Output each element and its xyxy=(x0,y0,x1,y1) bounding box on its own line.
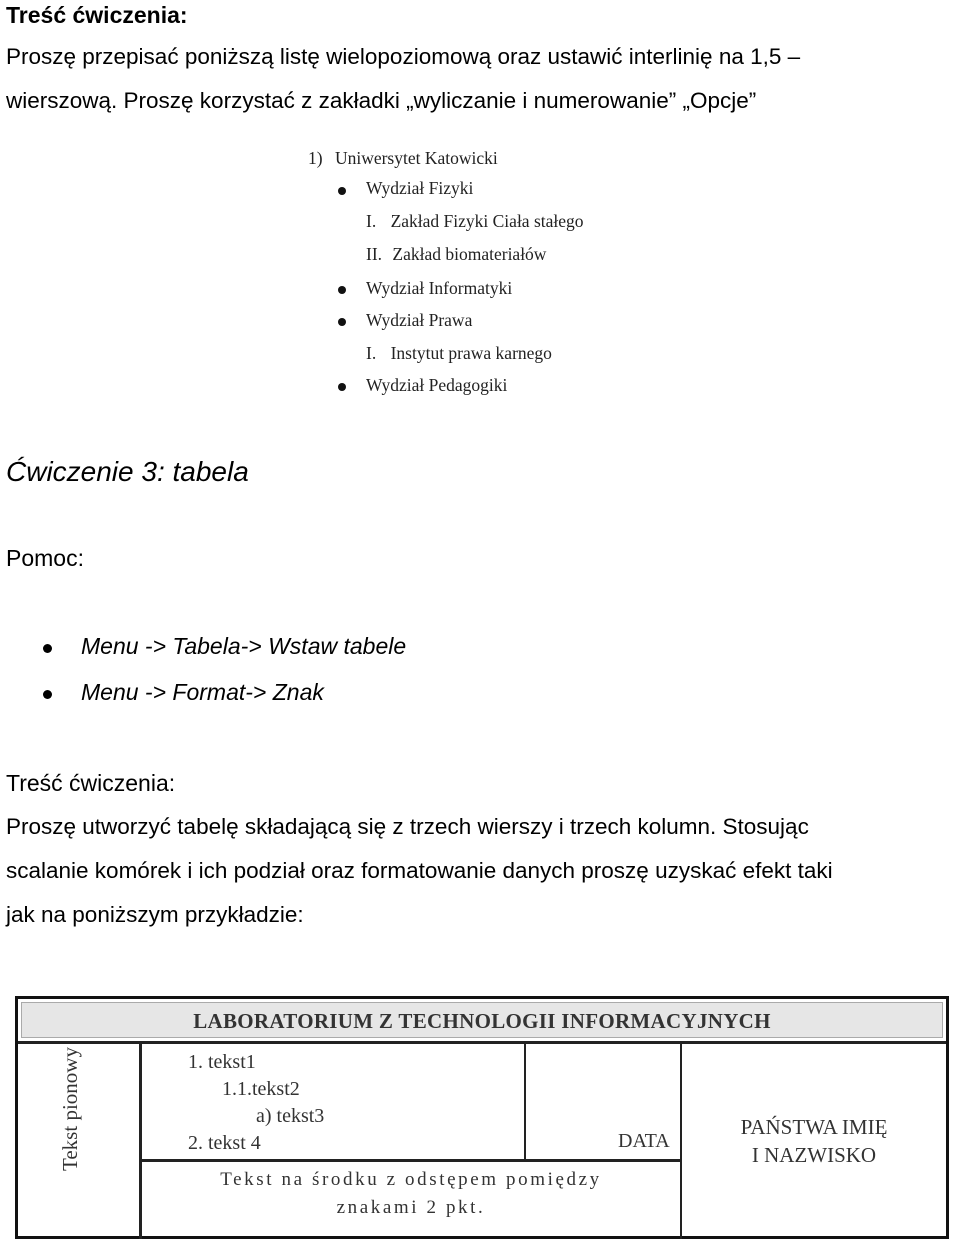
spaced-text-line-2: znakami 2 pkt. xyxy=(336,1197,486,1218)
instruction-line-2: wierszową. Proszę korzystać z zakładki „wyliczanie i numerowanie” „Opcje” xyxy=(6,88,757,113)
list-marker: I. xyxy=(366,343,377,363)
instruction-line-2: scalanie komórek i ich podział oraz formatowanie danych proszę uzyskać efekt taki xyxy=(6,858,833,883)
list-item xyxy=(366,211,584,232)
multilevel-list-image xyxy=(300,140,660,410)
list-text: Zakład biomateriałów xyxy=(392,244,547,264)
bullet-icon xyxy=(338,286,346,294)
help-heading: Pomoc: xyxy=(6,545,84,571)
list-item xyxy=(366,244,546,265)
list-item: Wydział Pedagogiki xyxy=(366,375,508,395)
list-item: Wydział Prawa xyxy=(366,310,473,330)
table-header: LABORATORIUM Z TECHNOLOGII INFORMACYJNYCH xyxy=(21,1002,943,1038)
list-item: 2. tekst 4 xyxy=(188,1132,261,1154)
list-item: 1.1.tekst2 xyxy=(222,1078,300,1100)
spaced-text-line-1: Tekst na środku z odstępem pomiędzy xyxy=(220,1169,602,1190)
content-heading-1: Treść ćwiczenia: xyxy=(6,2,188,28)
bullet-icon xyxy=(43,644,52,653)
help-item: Menu -> Format-> Znak xyxy=(81,679,324,705)
list-item: Wydział Informatyki xyxy=(366,278,513,298)
list-text: Uniwersytet Katowicki xyxy=(334,148,498,168)
instruction-line-1: Proszę utworzyć tabelę składającą się z trzech wierszy i trzech kolumn. Stosując xyxy=(6,814,809,839)
table-border xyxy=(18,1041,946,1044)
content-heading-2: Treść ćwiczenia: xyxy=(6,770,176,796)
list-item: a) tekst3 xyxy=(256,1105,325,1127)
exercise-title: Ćwiczenie 3: tabela xyxy=(6,456,249,487)
name-line-1: PAŃSTWA IMIĘ xyxy=(740,1115,888,1139)
table-border xyxy=(524,1041,526,1159)
list-item: Wydział Fizyki xyxy=(366,178,474,198)
bullet-icon xyxy=(338,383,346,391)
date-text: DATA xyxy=(618,1130,670,1152)
help-item: Menu -> Tabela-> Wstaw tabele xyxy=(81,633,407,659)
example-table-image xyxy=(15,996,949,1239)
list-marker: 1) xyxy=(308,148,323,168)
list-marker: I. xyxy=(366,211,377,231)
bullet-icon xyxy=(338,318,346,326)
table-border xyxy=(680,1041,682,1239)
table-border xyxy=(139,1159,682,1162)
list-marker: II. xyxy=(366,244,383,264)
vertical-text: Tekst pionowy xyxy=(58,1047,82,1171)
name-line-2: I NAZWISKO xyxy=(751,1143,877,1167)
list-item xyxy=(366,343,552,364)
list-item xyxy=(308,148,498,169)
list-text: Zakład Fizyki Ciała stałego xyxy=(390,211,584,231)
list-text: Instytut prawa karnego xyxy=(390,343,552,363)
bullet-icon xyxy=(338,187,346,195)
instruction-line-1: Proszę przepisać poniższą listę wielopoziomową oraz ustawić interlinię na 1,5 – xyxy=(6,44,801,69)
bullet-icon xyxy=(43,690,52,699)
list-item: 1. tekst1 xyxy=(188,1051,256,1073)
instruction-line-3: jak na poniższym przykładzie: xyxy=(6,902,304,927)
